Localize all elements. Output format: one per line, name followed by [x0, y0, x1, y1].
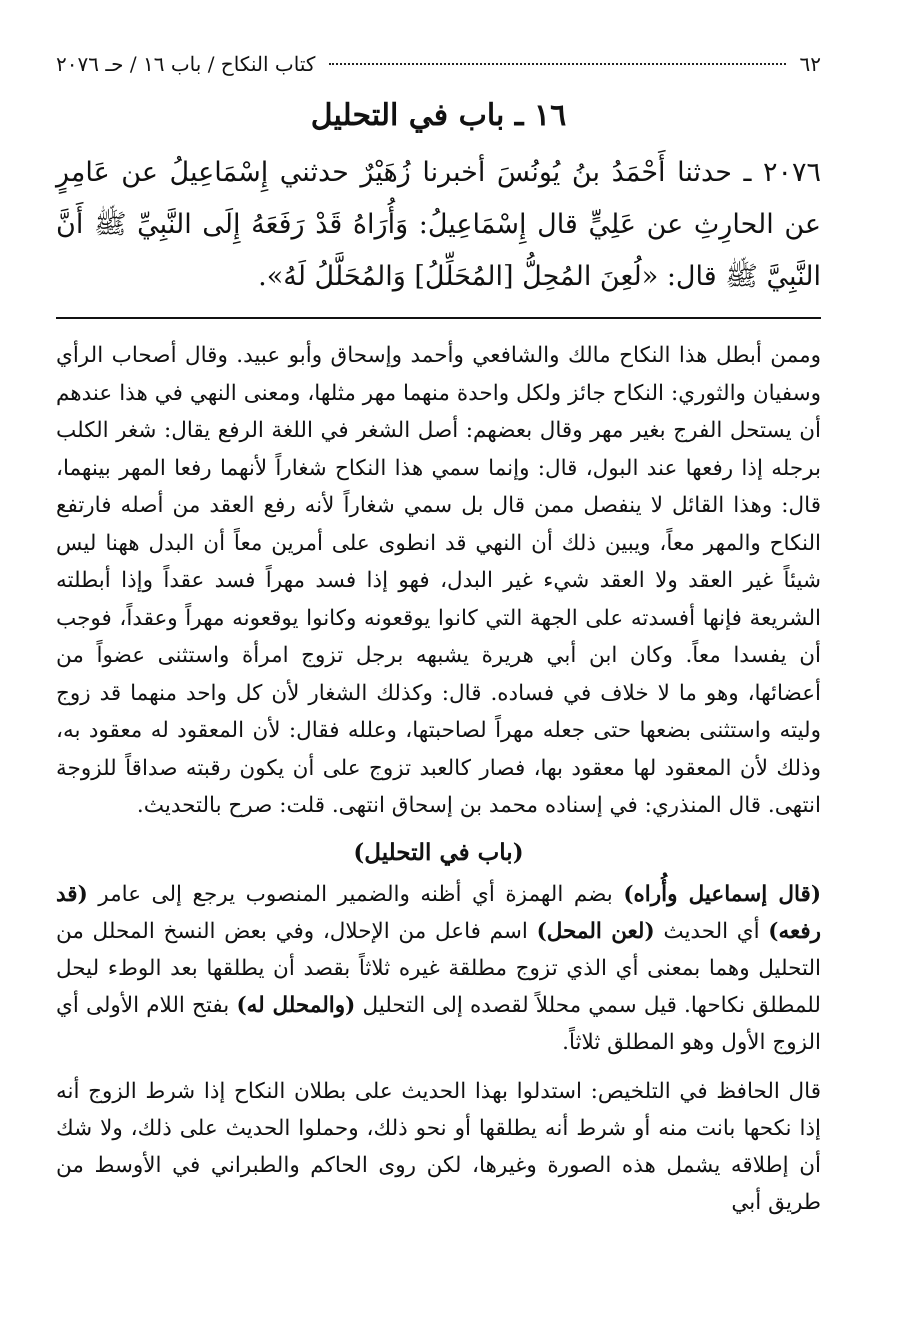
sharh-text: اسم فاعل من الإحلال، وفي بعض النسخ المحلل من التحليل وهما بمعنى أي الذي تزوج مطلقة غيره ثلاثاً بقصد أن يطلقها بعد الوطء ليحل للمطلق نكاحها. قيل سمي محللاً لقصده إلى التحليل: [56, 918, 821, 1018]
page-number: ٦٢: [799, 52, 821, 76]
chapter-title: ١٦ ـ باب في التحليل: [310, 98, 567, 133]
sharh-paragraph-1: [56, 876, 821, 1061]
sharh-keyword: (لعن المحل): [536, 918, 655, 944]
commentary-text: وممن أبطل هذا النكاح مالك والشافعي وأحمد وإسحاق وأبو عبيد. وقال أصحاب الرأي وسفيان والثوري: النكاح جائز ولكل واحدة منهما مهر مثلها، ومعنى النهي في هذا عندهم أن يستحل الفرج بغير مهر وقال بعضهم: أصل الشغر في اللغة الرفع يقال: شغر الكلب برجله إذا رفعها عند البول، قال: وإنما سمي هذا النكاح شغاراً لأنهما رفعا المهر بينهما، قال: وهذا القائل لا ينفصل ممن قال بل سمي شغاراً لأنه رفع العقد من أصله فارتفع النكاح والمهر معاً، ويبين ذلك أن النهي قد انطوى على أمرين معاً أن البدل ههنا ليس شيئاً غير العقد ولا العقد شيء غير البدل، فهو إذا فسد مهراً فسد عقداً وإذا أبطلته الشريعة فإنها أفسدته على الجهة التي كانوا يوقعونه وكانوا يوقعونه مهراً وعقداً، فوجب أن يفسدا معاً. وكان ابن أبي هريرة يشبهه برجل تزوج امرأة واستثنى عضواً من أعضائها، وهو ما لا خلاف في فساده. قال: وكذلك الشغار لأن كل واحد منهما قد زوج وليته واستثنى بضعها حتى جعله مهراً لصاحبتها، وعلله فقال: لأن المعقود له معقود به، وذلك لأن المعقود لها معقود بها، فصار كالعبد تزوج على أن يكون رقبته صداقاً للزوجة انتهى. قال المنذري: في إسناده محمد بن إسحاق انتهى. قلت: صرح بالتحديث.: [56, 343, 821, 818]
sharh-keyword: (قد رفعه): [56, 881, 821, 944]
hadith-text: ٢٠٧٦ ـ حدثنا أَحْمَدُ بنُ يُونُسَ أخبرنا زُهَيْرٌ حدثني إِسْمَاعِيلُ عن عَامِرٍ عن الحارِثِ عن عَلِيٍّ قال إِسْمَاعِيلُ: وَأُرَاهُ قَدْ رَفَعَهُ إِلَى النَّبِيِّ ﷺ أَنَّ النَّبِيَّ ﷺ قال: «لُعِنَ المُحِلُّ [المُحَلِّلُ] وَالمُحَلَّلُ لَهُ».: [56, 157, 821, 292]
sharh-paragraph-2: قال الحافظ في التلخيص: استدلوا بهذا الحديث على بطلان النكاح إذا شرط الزوج أنه إذا نكحها بانت منه أو شرط أنه يطلقها أو نحو ذلك، وحملوا الحديث على ذلك، ولا شك أن إطلاقه يشمل هذه الصورة وغيرها، لكن روى الحاكم والطبراني في الأوسط من طريق أبي: [56, 1078, 821, 1215]
separator-line: [56, 317, 821, 319]
sharh-text: أي الحديث: [654, 918, 769, 944]
sharh-heading: (باب في التحليل): [353, 838, 524, 866]
sharh-keyword: (والمحلل له): [236, 992, 356, 1018]
book-page: [56, 52, 821, 1341]
header-dot-leader: [329, 63, 785, 65]
sharh-keyword: (قال إسماعيل وأُراه): [623, 881, 821, 907]
running-title: كتاب النكاح / باب ١٦ / حـ ٢٠٧٦: [56, 52, 316, 76]
sharh-text: بضم الهمزة أي أظنه والضمير المنصوب يرجع إلى عامر: [87, 881, 624, 907]
sharh-text: بفتح اللام الأولى أي الزوج الأول وهو المطلق ثلاثاً.: [56, 992, 821, 1055]
running-header: [56, 52, 821, 88]
